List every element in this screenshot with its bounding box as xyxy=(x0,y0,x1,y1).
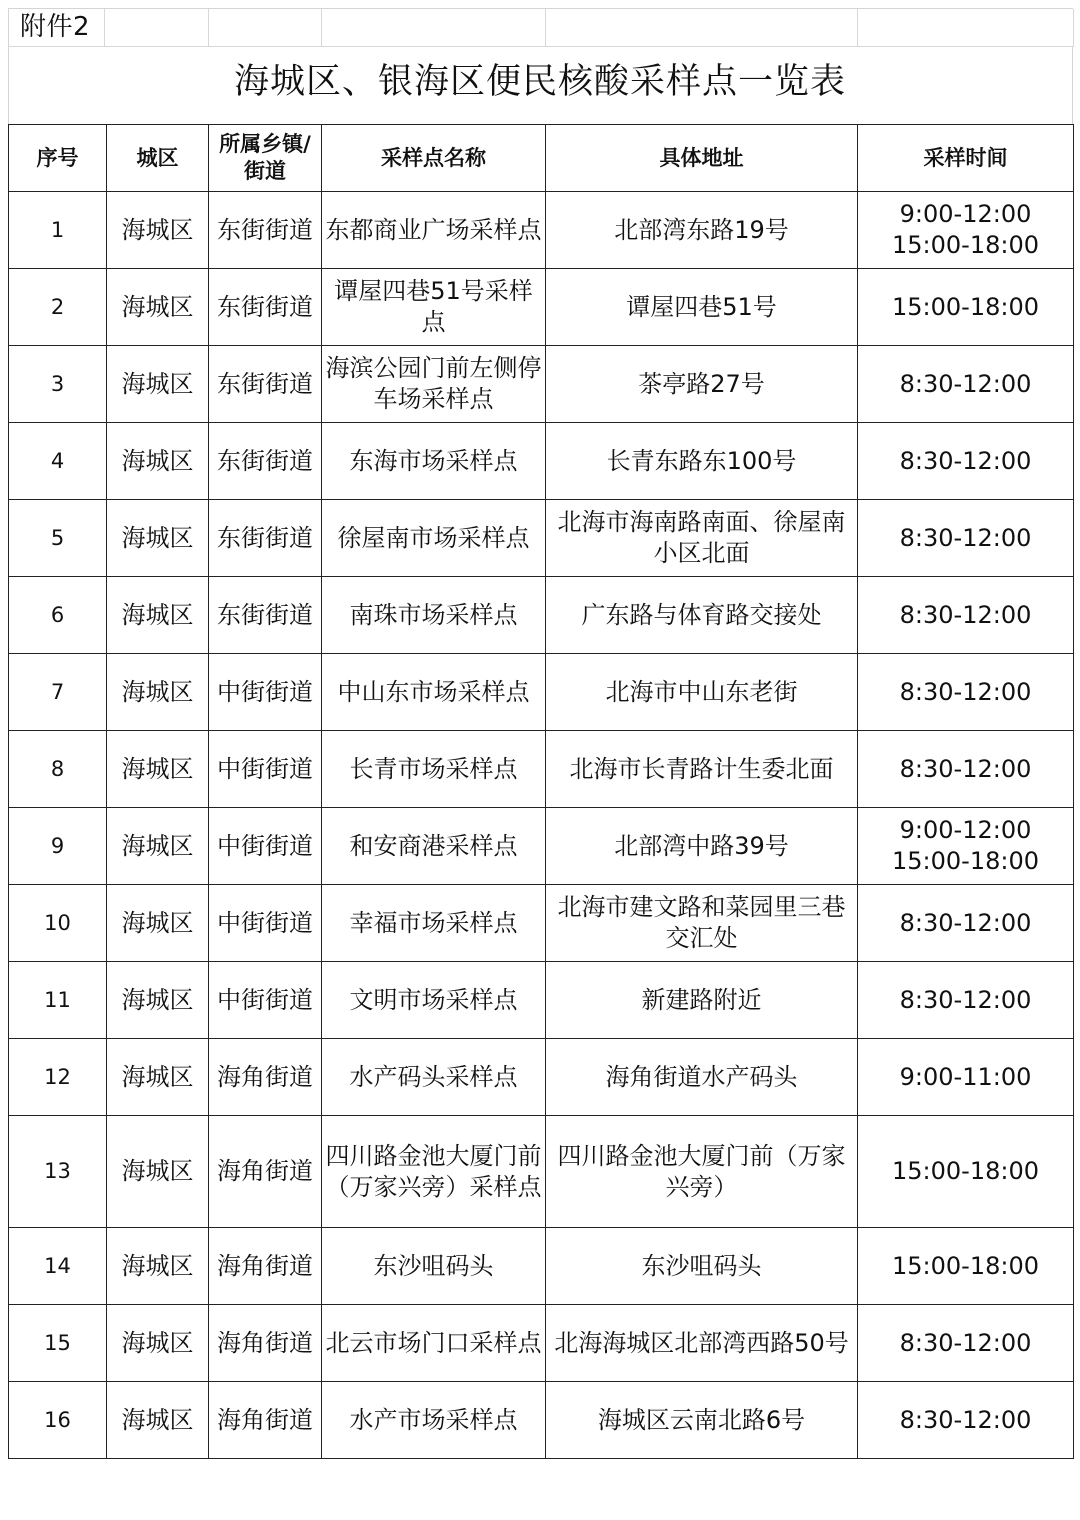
cell-district: 海城区 xyxy=(107,654,209,731)
cell-district: 海城区 xyxy=(107,885,209,962)
cell-address: 长青东路东100号 xyxy=(546,423,858,500)
cell-time: 8:30-12:00 xyxy=(858,577,1074,654)
cell-district: 海城区 xyxy=(107,577,209,654)
cell-address: 北部湾东路19号 xyxy=(546,192,858,269)
cell-street: 海角街道 xyxy=(209,1228,322,1305)
cell-no: 7 xyxy=(9,654,107,731)
cell-site: 东都商业广场采样点 xyxy=(322,192,546,269)
cell-site: 四川路金池大厦门前（万家兴旁）采样点 xyxy=(322,1116,546,1228)
grid-line xyxy=(104,9,105,47)
cell-time: 8:30-12:00 xyxy=(858,885,1074,962)
cell-district: 海城区 xyxy=(107,192,209,269)
cell-no: 11 xyxy=(9,962,107,1039)
cell-site: 水产市场采样点 xyxy=(322,1382,546,1459)
cell-site: 东海市场采样点 xyxy=(322,423,546,500)
cell-address: 广东路与体育路交接处 xyxy=(546,577,858,654)
column-header-address: 具体地址 xyxy=(546,125,858,192)
cell-street: 中街街道 xyxy=(209,654,322,731)
cell-no: 14 xyxy=(9,1228,107,1305)
cell-no: 3 xyxy=(9,346,107,423)
cell-site: 谭屋四巷51号采样点 xyxy=(322,269,546,346)
cell-no: 8 xyxy=(9,731,107,808)
cell-time: 15:00-18:00 xyxy=(858,1228,1074,1305)
cell-site: 海滨公园门前左侧停车场采样点 xyxy=(322,346,546,423)
cell-site: 幸福市场采样点 xyxy=(322,885,546,962)
sampling-sites-table xyxy=(8,124,1074,1459)
cell-street: 海角街道 xyxy=(209,1382,322,1459)
cell-no: 5 xyxy=(9,500,107,577)
page-title: 海城区、银海区便民核酸采样点一览表 xyxy=(233,62,846,102)
table-row xyxy=(9,1305,1074,1382)
table-row xyxy=(9,654,1074,731)
attachment-label: 附件2 xyxy=(20,12,91,42)
cell-street: 东街街道 xyxy=(209,269,322,346)
cell-district: 海城区 xyxy=(107,1039,209,1116)
cell-district: 海城区 xyxy=(107,500,209,577)
cell-site: 徐屋南市场采样点 xyxy=(322,500,546,577)
cell-district: 海城区 xyxy=(107,731,209,808)
cell-street: 东街街道 xyxy=(209,423,322,500)
cell-no: 13 xyxy=(9,1116,107,1228)
cell-address: 海城区云南北路6号 xyxy=(546,1382,858,1459)
cell-address: 北海海城区北部湾西路50号 xyxy=(546,1305,858,1382)
column-header-site: 采样点名称 xyxy=(322,125,546,192)
cell-district: 海城区 xyxy=(107,269,209,346)
grid-line xyxy=(321,9,322,47)
grid-line xyxy=(545,9,546,47)
cell-site: 北云市场门口采样点 xyxy=(322,1305,546,1382)
cell-site: 文明市场采样点 xyxy=(322,962,546,1039)
cell-street: 东街街道 xyxy=(209,500,322,577)
cell-no: 10 xyxy=(9,885,107,962)
table-row xyxy=(9,808,1074,885)
cell-time: 8:30-12:00 xyxy=(858,1382,1074,1459)
cell-address: 北海市海南路南面、徐屋南小区北面 xyxy=(546,500,858,577)
table-row xyxy=(9,962,1074,1039)
table-row xyxy=(9,269,1074,346)
cell-time: 9:00-12:00 15:00-18:00 xyxy=(858,192,1074,269)
cell-street: 海角街道 xyxy=(209,1116,322,1228)
cell-site: 中山东市场采样点 xyxy=(322,654,546,731)
cell-time: 8:30-12:00 xyxy=(858,423,1074,500)
cell-district: 海城区 xyxy=(107,1116,209,1228)
grid-line xyxy=(857,9,858,47)
cell-street: 中街街道 xyxy=(209,962,322,1039)
cell-district: 海城区 xyxy=(107,346,209,423)
cell-district: 海城区 xyxy=(107,1305,209,1382)
cell-street: 东街街道 xyxy=(209,346,322,423)
cell-no: 2 xyxy=(9,269,107,346)
cell-street: 中街街道 xyxy=(209,885,322,962)
cell-address: 东沙咀码头 xyxy=(546,1228,858,1305)
table-row xyxy=(9,577,1074,654)
cell-no: 6 xyxy=(9,577,107,654)
cell-district: 海城区 xyxy=(107,962,209,1039)
cell-no: 4 xyxy=(9,423,107,500)
table-row xyxy=(9,731,1074,808)
cell-street: 东街街道 xyxy=(209,192,322,269)
cell-time: 15:00-18:00 xyxy=(858,1116,1074,1228)
cell-district: 海城区 xyxy=(107,1382,209,1459)
cell-site: 长青市场采样点 xyxy=(322,731,546,808)
cell-time: 15:00-18:00 xyxy=(858,269,1074,346)
cell-time: 8:30-12:00 xyxy=(858,731,1074,808)
table-row xyxy=(9,885,1074,962)
table-header-row xyxy=(9,125,1074,192)
cell-no: 12 xyxy=(9,1039,107,1116)
cell-time: 8:30-12:00 xyxy=(858,1305,1074,1382)
cell-time: 8:30-12:00 xyxy=(858,346,1074,423)
cell-address: 北海市中山东老街 xyxy=(546,654,858,731)
column-header-district: 城区 xyxy=(107,125,209,192)
cell-address: 四川路金池大厦门前（万家兴旁） xyxy=(546,1116,858,1228)
cell-time: 9:00-12:00 15:00-18:00 xyxy=(858,808,1074,885)
table-row xyxy=(9,1039,1074,1116)
table-row xyxy=(9,1382,1074,1459)
cell-address: 谭屋四巷51号 xyxy=(546,269,858,346)
table-row xyxy=(9,1228,1074,1305)
table-row xyxy=(9,346,1074,423)
cell-no: 16 xyxy=(9,1382,107,1459)
table-row xyxy=(9,192,1074,269)
table-row xyxy=(9,500,1074,577)
cell-time: 8:30-12:00 xyxy=(858,500,1074,577)
cell-address: 北海市长青路计生委北面 xyxy=(546,731,858,808)
grid-line xyxy=(1073,9,1074,47)
cell-address: 新建路附近 xyxy=(546,962,858,1039)
column-header-street: 所属乡镇/街道 xyxy=(209,125,322,192)
cell-site: 和安商港采样点 xyxy=(322,808,546,885)
cell-street: 海角街道 xyxy=(209,1039,322,1116)
table-row xyxy=(9,1116,1074,1228)
column-header-no: 序号 xyxy=(9,125,107,192)
cell-no: 9 xyxy=(9,808,107,885)
cell-street: 中街街道 xyxy=(209,731,322,808)
column-header-time: 采样时间 xyxy=(858,125,1074,192)
cell-street: 海角街道 xyxy=(209,1305,322,1382)
cell-site: 南珠市场采样点 xyxy=(322,577,546,654)
cell-site: 水产码头采样点 xyxy=(322,1039,546,1116)
cell-street: 东街街道 xyxy=(209,577,322,654)
cell-district: 海城区 xyxy=(107,423,209,500)
cell-address: 茶亭路27号 xyxy=(546,346,858,423)
cell-address: 海角街道水产码头 xyxy=(546,1039,858,1116)
cell-no: 1 xyxy=(9,192,107,269)
cell-address: 北部湾中路39号 xyxy=(546,808,858,885)
cell-district: 海城区 xyxy=(107,1228,209,1305)
cell-no: 15 xyxy=(9,1305,107,1382)
cell-street: 中街街道 xyxy=(209,808,322,885)
cell-site: 东沙咀码头 xyxy=(322,1228,546,1305)
spreadsheet-header-strip xyxy=(8,8,1073,46)
grid-line xyxy=(208,9,209,47)
cell-time: 8:30-12:00 xyxy=(858,654,1074,731)
cell-time: 8:30-12:00 xyxy=(858,962,1074,1039)
cell-district: 海城区 xyxy=(107,808,209,885)
cell-address: 北海市建文路和菜园里三巷交汇处 xyxy=(546,885,858,962)
table-row xyxy=(9,423,1074,500)
cell-time: 9:00-11:00 xyxy=(858,1039,1074,1116)
